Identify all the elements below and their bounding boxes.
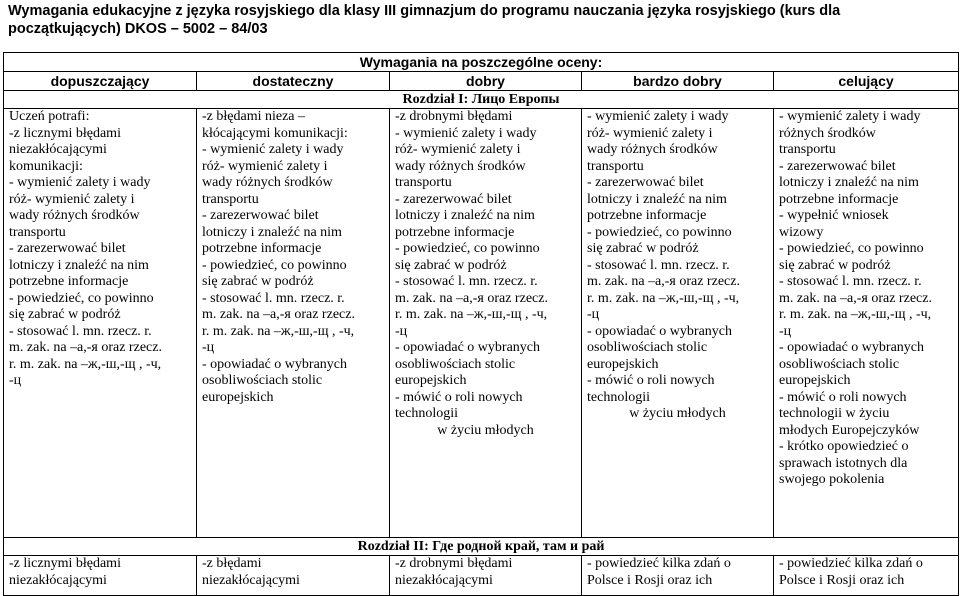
- requirement-line: - wypełnić wniosek: [779, 208, 889, 223]
- requirement-line: r. m. zak. na –ж,-ш,-щ , -ч,: [779, 307, 932, 322]
- requirement-line: - zarezerwować bilet: [9, 241, 126, 256]
- grade-header-dopuszczajacy: dopuszczający: [4, 72, 197, 91]
- requirement-line: - powiedzieć, co powinno: [587, 224, 732, 240]
- requirement-line: transportu: [9, 224, 66, 240]
- requirement-line: - wymienić zalety i wady: [587, 109, 729, 124]
- requirement-line: - zarezerwować bilet: [395, 191, 512, 207]
- requirement-line: europejskich: [395, 373, 467, 388]
- requirements-cell: [582, 556, 774, 596]
- requirement-line: kłócającymi komunikacji:: [202, 125, 348, 141]
- requirement-line: r. m. zak. na –ж,-ш,-щ , -ч,: [9, 356, 162, 372]
- requirement-line: róż- wymienić zalety i: [202, 158, 328, 174]
- requirement-line: osobliwościach stolic: [587, 340, 708, 355]
- requirement-line: się zabrać w podróż: [587, 241, 699, 256]
- requirement-line: europejskich: [587, 356, 659, 372]
- requirement-line: potrzebne informacje: [9, 274, 129, 289]
- requirement-line: - mówić o roli nowych: [395, 389, 523, 405]
- requirement-line: europejskich: [779, 373, 851, 388]
- requirements-cell: [390, 556, 582, 596]
- section-title: Rozdział II: Где родной край, там и рай: [4, 538, 959, 556]
- requirement-line: - powiedzieć kilka zdań o: [779, 556, 923, 571]
- requirement-line: - stosować l. mn. rzecz. r.: [395, 274, 538, 289]
- requirement-line: osobliwościach stolic: [395, 356, 516, 372]
- requirement-line: - zarezerwować bilet: [779, 158, 896, 174]
- requirements-cell: [197, 556, 390, 596]
- requirement-line: Polsce i Rosji oraz ich: [779, 572, 905, 588]
- requirement-line: - wymienić zalety i wady: [395, 125, 537, 141]
- requirement-line: r. m. zak. na –ж,-ш,-щ , -ч,: [587, 290, 740, 306]
- requirement-line: - wymienić zalety i wady: [779, 109, 921, 124]
- requirement-line: -z drobnymi błędami: [395, 556, 513, 571]
- requirements-cell: [390, 109, 582, 538]
- grade-header-dobry: dobry: [390, 72, 582, 91]
- requirement-line: lotniczy i znaleźć na nim: [587, 191, 727, 207]
- requirements-cell: [774, 556, 959, 596]
- requirement-line: -ц: [202, 340, 215, 355]
- requirement-line: - stosować l. mn. rzecz. r.: [9, 323, 152, 339]
- requirement-line: w życiu młodych: [437, 422, 534, 438]
- requirement-line: - zarezerwować bilet: [587, 175, 704, 190]
- requirement-line: - opowiadać o wybranych: [395, 340, 541, 355]
- requirement-line: - stosować l. mn. rzecz. r.: [587, 257, 730, 273]
- requirement-line: -z licznymi błędami: [9, 556, 121, 571]
- section-title: Rozdział I: Лицо Европы: [4, 91, 959, 109]
- requirement-line: Polsce i Rosji oraz ich: [587, 572, 713, 588]
- requirement-line: technologii: [395, 406, 458, 421]
- requirements-cell: [4, 109, 197, 538]
- requirement-line: komunikacji:: [9, 158, 83, 174]
- requirement-line: wady różnych środków: [202, 175, 333, 190]
- requirement-line: się zabrać w podróż: [9, 307, 121, 322]
- requirement-line: -ц: [395, 323, 408, 339]
- requirement-line: w życiu młodych: [629, 406, 726, 421]
- requirement-line: - stosować l. mn. rzecz. r.: [779, 274, 922, 289]
- requirement-line: - opowiadać o wybranych: [779, 340, 925, 355]
- requirement-line: Uczeń potrafi:: [9, 109, 90, 124]
- requirement-line: - mówić o roli nowych: [779, 389, 907, 405]
- requirement-line: m. zak. na –a,-я oraz rzecz.: [395, 290, 548, 306]
- requirement-line: niezakłócającymi: [395, 572, 493, 588]
- requirement-line: - opowiadać o wybranych: [587, 323, 733, 339]
- requirement-line: osobliwościach stolic: [779, 356, 900, 372]
- requirement-line: m. zak. na –a,-я oraz rzecz.: [587, 274, 740, 289]
- requirement-line: lotniczy i znaleźć na nim: [202, 224, 342, 240]
- requirement-line: technologii w życiu: [779, 406, 890, 421]
- grade-header-dostateczny: dostateczny: [197, 72, 390, 91]
- requirements-cell: [774, 109, 959, 538]
- requirement-line: m. zak. na –a,-я oraz rzecz.: [779, 290, 932, 306]
- requirement-line: się zabrać w podróż: [202, 274, 314, 289]
- requirement-line: - powiedzieć, co powinno: [395, 241, 540, 256]
- requirement-line: lotniczy i znaleźć na nim: [9, 257, 149, 273]
- requirement-line: wady różnych środków: [395, 158, 526, 174]
- requirement-line: europejskich: [202, 389, 274, 405]
- requirement-line: niezakłócającymi: [9, 142, 107, 157]
- requirement-line: -z błędami nieza –: [202, 109, 306, 124]
- requirement-line: młodych Europejczyków: [779, 422, 920, 438]
- requirement-line: r. m. zak. na –ж,-ш,-щ , -ч,: [395, 307, 548, 322]
- requirement-line: -ц: [779, 323, 792, 339]
- document-title: Wymagania edukacyjne z języka rosyjskiego dla klasy III gimnazjum do programu nauczania języka rosyjskiego (kurs dla początkujących) DKOS – 5002 – 84/03: [8, 3, 841, 37]
- requirements-table: [3, 52, 959, 596]
- requirement-line: potrzebne informacje: [587, 208, 707, 223]
- grades-header: Wymagania na poszczególne oceny:: [4, 53, 959, 72]
- requirement-line: osobliwościach stolic: [202, 373, 323, 388]
- requirement-line: r. m. zak. na –ж,-ш,-щ , -ч,: [202, 323, 355, 339]
- requirement-line: - opowiadać o wybranych: [202, 356, 348, 372]
- requirement-line: róż- wymienić zalety i: [9, 191, 135, 207]
- requirement-line: m. zak. na –a,-я oraz rzecz.: [9, 340, 162, 355]
- requirement-line: transportu: [395, 175, 452, 190]
- requirement-line: transportu: [587, 158, 644, 174]
- requirement-line: - wymienić zalety i wady: [9, 175, 151, 190]
- requirement-line: - powiedzieć, co powinno: [779, 241, 924, 256]
- requirement-line: -z błędami: [202, 556, 262, 571]
- requirement-line: transportu: [202, 191, 259, 207]
- requirement-line: lotniczy i znaleźć na nim: [779, 175, 919, 190]
- requirement-line: sprawach istotnych dla: [779, 455, 908, 471]
- requirement-line: niezakłócającymi: [202, 572, 300, 588]
- requirement-line: swojego pokolenia: [779, 472, 885, 487]
- requirement-line: - powiedzieć kilka zdań o: [587, 556, 731, 571]
- requirement-line: -ц: [9, 373, 22, 388]
- requirement-line: niezakłócającymi: [9, 572, 107, 588]
- requirement-line: -z licznymi błędami: [9, 125, 121, 141]
- requirement-line: wady różnych środków: [9, 208, 140, 223]
- requirements-cell: [4, 556, 197, 596]
- requirement-line: lotniczy i znaleźć na nim: [395, 208, 535, 223]
- requirement-line: - zarezerwować bilet: [202, 208, 319, 223]
- requirement-line: róż- wymienić zalety i: [395, 142, 521, 157]
- requirement-line: się zabrać w podróż: [779, 257, 891, 273]
- requirement-line: potrzebne informacje: [202, 241, 322, 256]
- requirement-line: potrzebne informacje: [395, 224, 515, 240]
- requirement-line: - wymienić zalety i wady: [202, 142, 344, 157]
- requirement-line: się zabrać w podróż: [395, 257, 507, 273]
- requirements-cell: [582, 109, 774, 538]
- grade-header-bardzo-dobry: bardzo dobry: [582, 72, 774, 91]
- requirement-line: - powiedzieć, co powinno: [202, 257, 347, 273]
- requirement-line: potrzebne informacje: [779, 191, 899, 207]
- requirements-cell: [197, 109, 390, 538]
- requirement-line: m. zak. na –a,-я oraz rzecz.: [202, 307, 355, 322]
- requirement-line: -ц: [587, 307, 600, 322]
- requirement-line: -z drobnymi błędami: [395, 109, 513, 124]
- requirement-line: - mówić o roli nowych: [587, 373, 715, 388]
- requirement-line: - powiedzieć, co powinno: [9, 290, 154, 306]
- requirement-line: technologii: [587, 389, 650, 405]
- requirement-line: wizowy: [779, 224, 824, 240]
- grade-header-celujacy: celujący: [774, 72, 959, 91]
- requirement-line: - krótko opowiedzieć o: [779, 439, 909, 454]
- requirement-line: transportu: [779, 142, 836, 157]
- requirement-line: - stosować l. mn. rzecz. r.: [202, 290, 345, 306]
- requirement-line: róż- wymienić zalety i: [587, 125, 713, 141]
- requirement-line: wady różnych środków: [587, 142, 718, 157]
- requirement-line: różnych środków: [779, 125, 876, 141]
